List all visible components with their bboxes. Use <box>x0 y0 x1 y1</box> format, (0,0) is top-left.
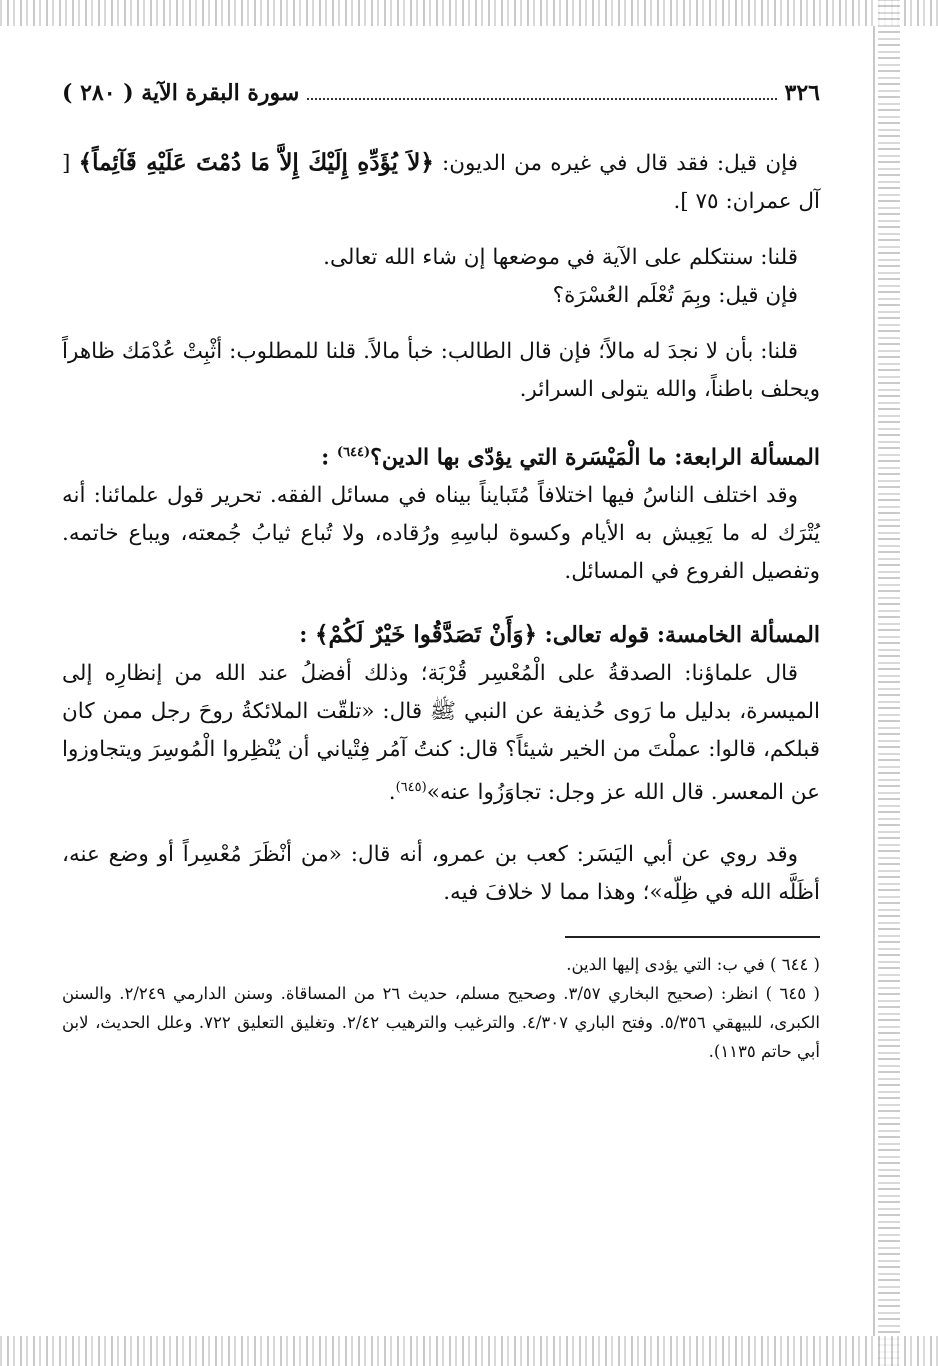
footnote-separator <box>565 936 820 938</box>
paragraph-narration: وقد روي عن أبي اليَسَر: كعب بن عمرو، أنه قال: «من أنْظَرَ مُعْسِراً أو وضع عنه، أظَلَّه الله في ظِلّه»؛ وهذا مما لا خلافَ فيه. <box>62 842 820 906</box>
heading-end: : <box>299 622 316 649</box>
decorative-border-bottom <box>0 1336 938 1366</box>
footnotes <box>62 950 820 1066</box>
footnote-number: ( ٦٤٥ ) <box>765 984 820 1004</box>
page-number: ٣٢٦ <box>784 80 820 106</box>
section-heading-5 <box>62 615 820 655</box>
footnote-marker: (٦٤٥) <box>395 780 427 796</box>
running-header <box>62 80 820 120</box>
paragraph-text: فإن قيل: فقد قال في غيره من الديون: <box>433 151 799 176</box>
footnote-marker: (٦٤٤) <box>336 445 371 460</box>
heading-text: المسألة الخامسة: قوله تعالى: <box>536 622 820 649</box>
paragraph-objection-1 <box>62 144 820 221</box>
footnote-645 <box>62 979 820 1066</box>
paragraph-section-4: وقد اختلف الناسُ فيها اختلافاً مُتَبايناً بيناه في مسائل الفقه. تحرير قول علمائنا: أنه يُتْرَك له ما يَعِيش به الأيام وكسوة لباسِهِ ورُقاده، ولا تُباع ثيابُ جُمعته، ويباع خاتمه. وتفصيل الفروع في المسائل. <box>62 483 820 585</box>
running-title: سورة البقرة الآية ( ٢٨٠ ) <box>62 80 300 106</box>
paragraph-objection-2: فإن قيل: وبِمَ تُعْلَم العُسْرَة؟ <box>552 283 798 308</box>
heading-end: : <box>321 444 337 471</box>
footnote-644 <box>62 950 820 979</box>
footnote-text: في ب: التي يؤدى إليها الدين. <box>566 955 765 975</box>
decorative-border-top <box>0 0 938 26</box>
paragraph-answer-1: قلنا: سنتكلم على الآية في موضعها إن شاء الله تعالى. <box>323 245 798 270</box>
footnote-text: انظر: (صحيح البخاري ٣/٥٧. وصحيح مسلم، حديث ٢٦ من المساقاة. وسنن الدارمي ٢/٢٤٩. والسنن الكبرى، للبيهقي ٥/٣٥٦. وفتح الباري ٤/٣٠٧. والترغيب والترهيب ٢/٤٢. وتغليق التعليق ٧٢٢. وعلل الحديث، لابن أبي حاتم ١١٣٥). <box>62 984 820 1062</box>
paragraph-text: قال علماؤنا: الصدقةُ على الْمُعْسِر قُرْبَة؛ وذلك أفضلُ عند الله من إنظارِه إلى الميسرة، بدليل ما رَوى حُذيفة عن النبي ﷺ قال: «تلقّت الملائكةُ روحَ رجل ممن كان قبلكم، قالوا: عملْتَ من الخير شيئاً؟ قال: كنتُ آمُر فِتْياني أن يُنْظِروا الْمُوسِرَ ويتجاوزوا عن المعسر. قال الله عز وجل: تجاوَزُوا عنه» <box>62 661 820 806</box>
paragraph-answer-2: قلنا: بأن لا نجدَ له مالاً؛ فإن قال الطالب: خبأ مالاً. قلنا للمطلوب: أثْبِتْ عُدْمَك ظاهراً ويحلف باطناً، والله يتولى السرائر. <box>62 339 820 402</box>
border-rule <box>873 26 875 1336</box>
page-content <box>62 80 820 1066</box>
paragraph-end: . <box>388 780 396 806</box>
heading-text: المسألة الرابعة: ما الْمَيْسَرة التي يؤدّى بها الدين؟ <box>370 444 820 471</box>
decorative-border-right <box>878 0 900 1366</box>
quran-verse: ﴿لاَ يُؤَدِّهِ إِلَيْكَ إِلاَّ مَا دُمْتَ عَلَيْهِ قَآئِماً﴾ <box>78 149 434 176</box>
footnote-number: ( ٦٤٤ ) <box>770 955 820 975</box>
header-dots <box>307 98 776 100</box>
quran-verse: ﴿وَأَنْ تَصَدَّقُوا خَيْرٌ لَكُمْ﴾ <box>315 621 537 649</box>
verse-reference: [ آل عمران: ٧٥ ]. <box>62 151 820 214</box>
paragraph-section-5 <box>62 655 820 812</box>
section-heading-4 <box>62 433 820 477</box>
